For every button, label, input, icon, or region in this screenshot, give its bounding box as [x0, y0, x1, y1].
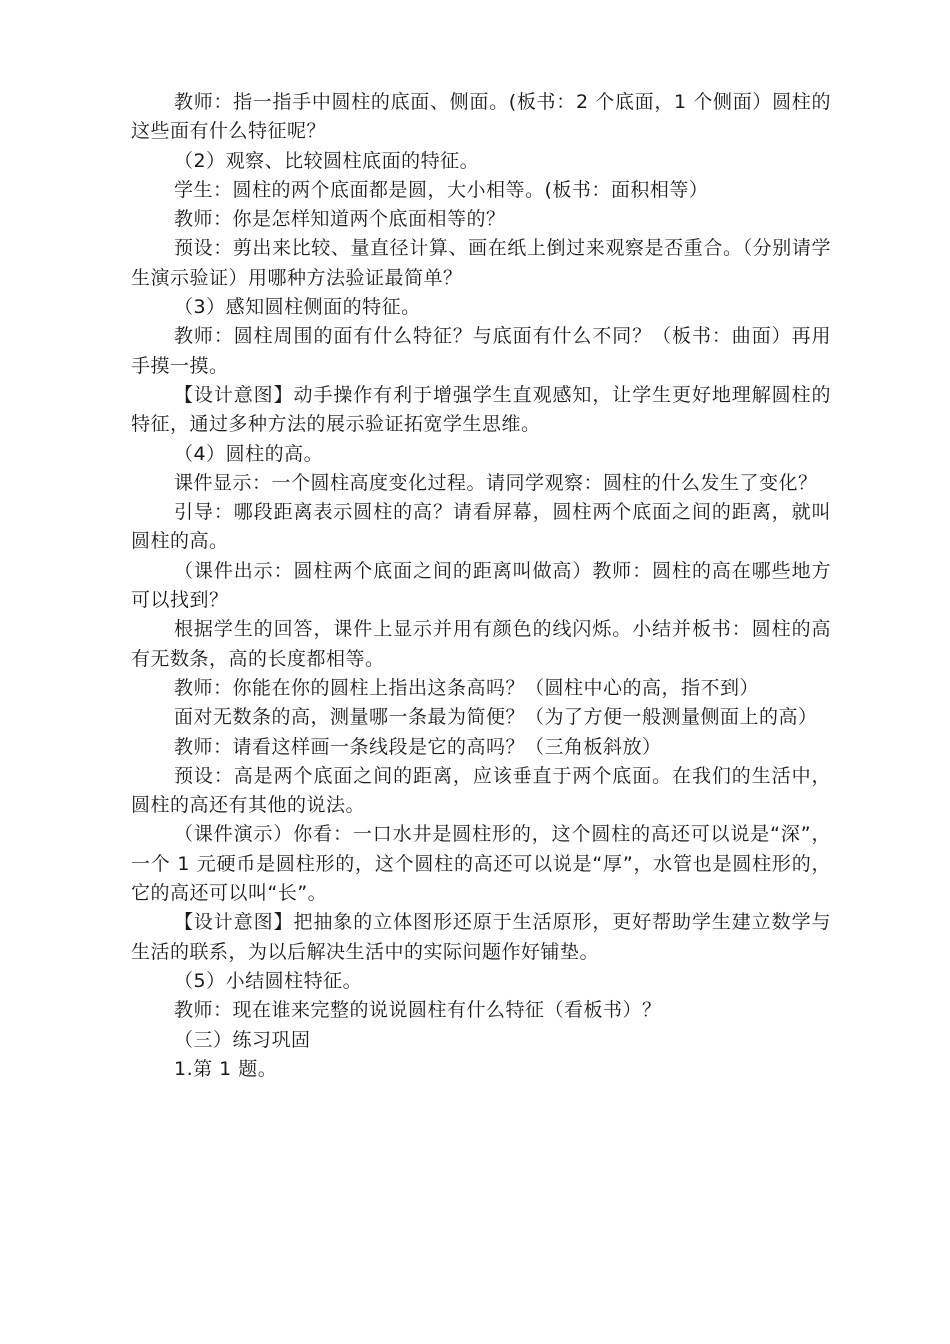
paragraph: （4）圆柱的高。	[174, 442, 324, 465]
paragraph: 教师：请看这样画一条线段是它的高吗？（三角板斜放）	[174, 735, 662, 758]
paragraph: 1.第 1 题。	[174, 1057, 278, 1080]
paragraph: 引导：哪段距离表示圆柱的高？请看屏幕，圆柱两个底面之间的距离，就叫圆柱的高。	[131, 501, 831, 553]
paragraph: 【设计意图】把抽象的立体图形还原于生活原形，更好帮助学生建立数学与生活的联系，为以后解决生活中的实际问题作好铺垫。	[131, 911, 831, 963]
paragraph: 预设：剪出来比较、量直径计算、画在纸上倒过来观察是否重合。（分别请学生演示验证）用哪种方法验证最简单？	[131, 237, 831, 289]
paragraph: 教师：你能在你的圆柱上指出这条高吗？（圆柱中心的高，指不到）	[174, 676, 760, 699]
paragraph: 【设计意图】动手操作有利于增强学生直观感知，让学生更好地理解圆柱的特征，通过多种方法的展示验证拓宽学生思维。	[131, 383, 831, 436]
paragraph: 学生：圆柱的两个底面都是圆，大小相等。(板书：面积相等）	[174, 178, 709, 201]
paragraph: （2）观察、比较圆柱底面的特征。	[174, 149, 480, 172]
paragraph: 教师：现在谁来完整的说说圆柱有什么特征（看板书）？	[174, 999, 662, 1022]
paragraph: 根据学生的回答，课件上显示并用有颜色的线闪烁。小结并板书：圆柱的高有无数条，高的长度都相等。	[131, 618, 831, 670]
paragraph: 教师：圆柱周围的面有什么特征？与底面有什么不同？（板书：曲面）再用手摸一摸。	[131, 325, 831, 377]
paragraph: （3）感知圆柱侧面的特征。	[174, 296, 421, 319]
paragraph: 教师：你是怎样知道两个底面相等的？	[174, 208, 506, 231]
paragraph: 教师：指一指手中圆柱的底面、侧面。(板书：2 个底面，1 个侧面）圆柱的这些面有什么特征呢？	[131, 91, 831, 143]
document-body	[131, 88, 831, 1084]
paragraph: 课件显示：一个圆柱高度变化过程。请同学观察：圆柱的什么发生了变化？	[174, 471, 818, 494]
paragraph: （课件演示）你看：一口水井是圆柱形的，这个圆柱的高还可以说是“深”，一个 1 元硬币是圆柱形的，这个圆柱的高还可以说是“厚”，水管也是圆柱形的，它的高还可以叫“长”。	[131, 823, 831, 905]
paragraph: （5）小结圆柱特征。	[174, 969, 363, 992]
paragraph: 预设：高是两个底面之间的距离，应该垂直于两个底面。在我们的生活中，圆柱的高还有其他的说法。	[131, 764, 831, 817]
paragraph: （三）练习巩固	[174, 1028, 311, 1051]
paragraph: 面对无数条的高，测量哪一条最为简便？（为了方便一般测量侧面上的高）	[174, 706, 818, 729]
paragraph: （课件出示：圆柱两个底面之间的距离叫做高）教师：圆柱的高在哪些地方可以找到？	[131, 559, 831, 612]
